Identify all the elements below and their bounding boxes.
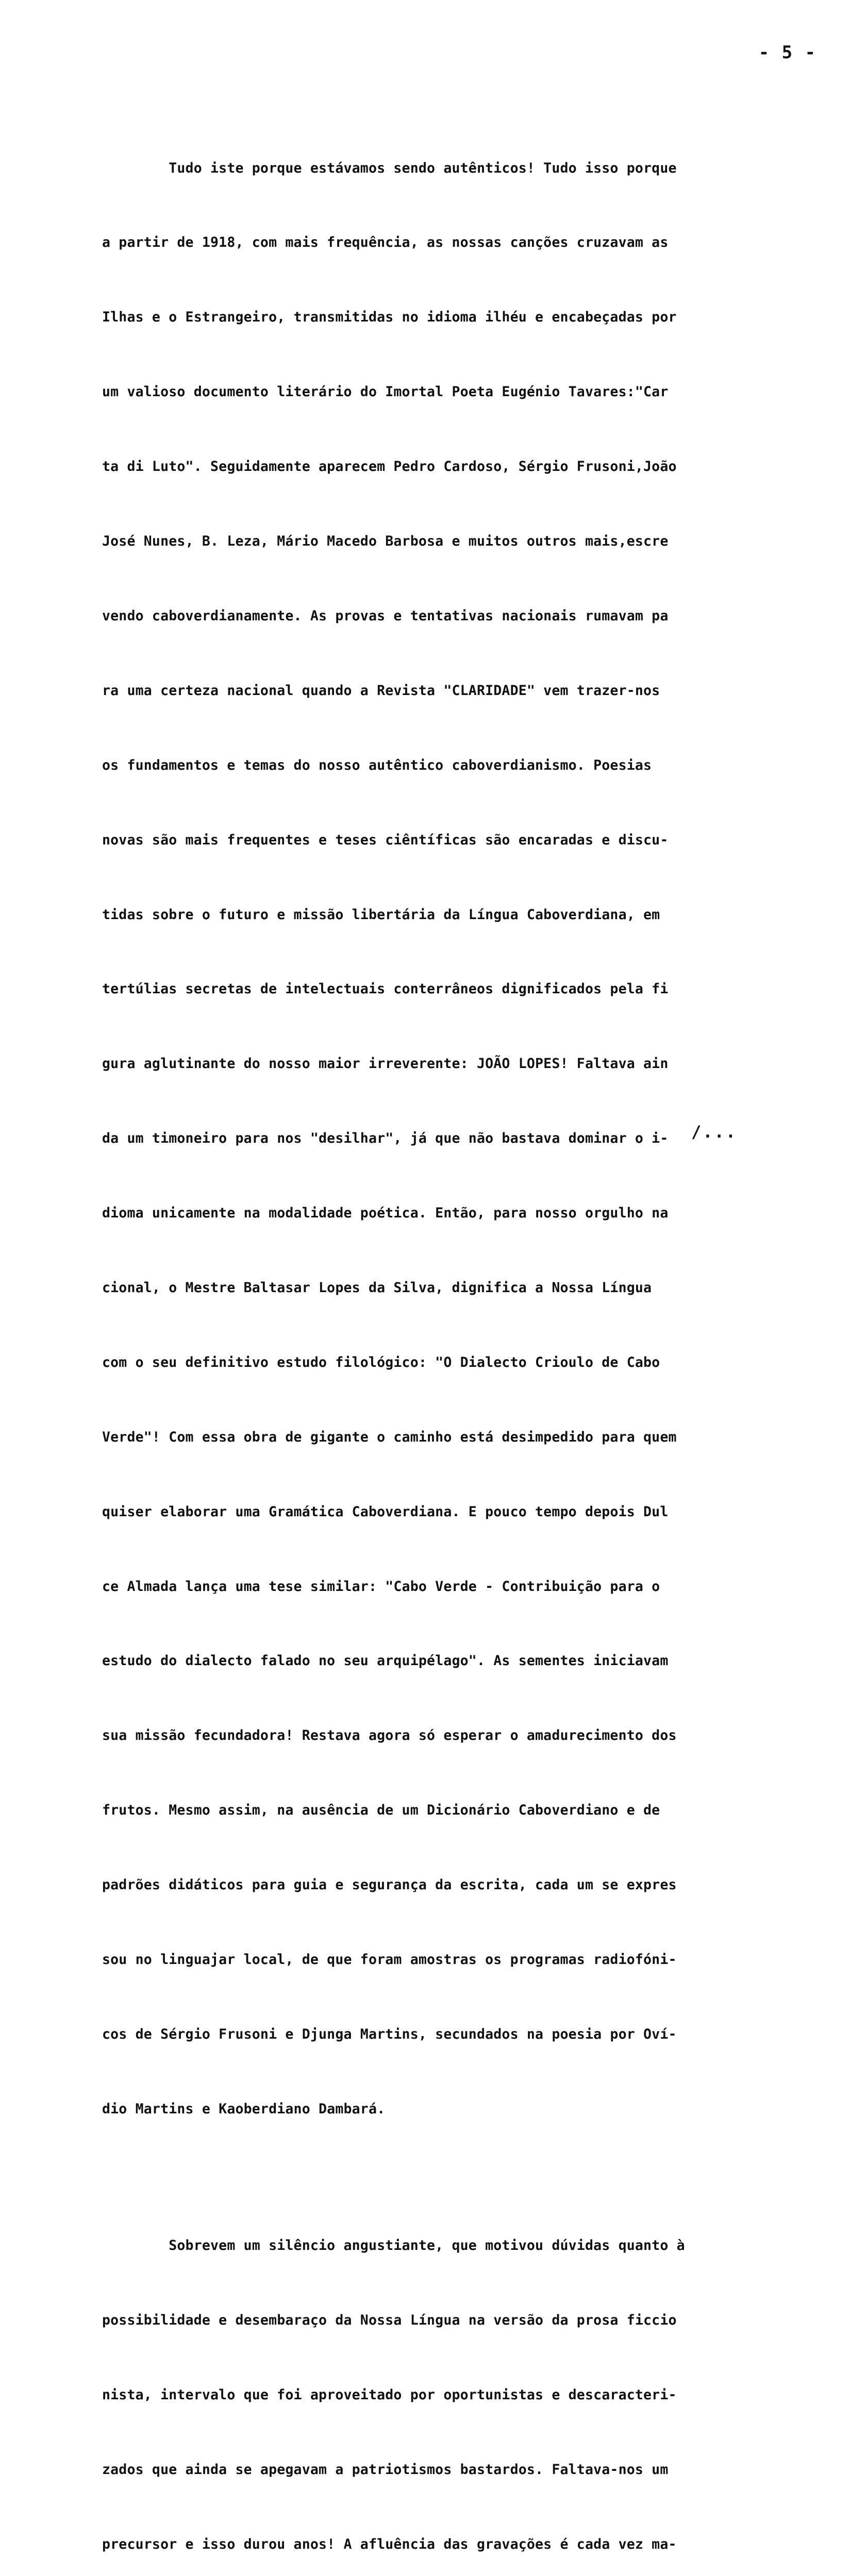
text-line: vendo caboverdianamente. As provas e tentativas nacionais rumavam pa bbox=[102, 607, 669, 624]
text-line: gura aglutinante do nosso maior irreverente: JOÃO LOPES! Faltava ain bbox=[102, 1056, 669, 1072]
text-line: ta di Luto". Seguidamente aparecem Pedro Cardoso, Sérgio Frusoni,João bbox=[102, 459, 677, 475]
text-line: ra uma certeza nacional quando a Revista "CLARIDADE" vem trazer-nos bbox=[102, 682, 660, 699]
text-line: José Nunes, B. Leza, Mário Macedo Barbosa e muitos outros mais,escre bbox=[102, 533, 669, 550]
text-line: padrões didáticos para guia e segurança da escrita, cada um se expres bbox=[102, 1877, 677, 1893]
text-line: a partir de 1918, com mais frequência, as nossas canções cruzavam as bbox=[102, 234, 669, 251]
text-line: da um timoneiro para nos "desilhar", já que não bastava dominar o i- bbox=[102, 1130, 669, 1147]
text-line: dio Martins e Kaoberdiano Dambará. bbox=[102, 2100, 386, 2117]
text-line: quiser elaborar uma Gramática Caboverdiana. E pouco tempo depois Dul bbox=[102, 1503, 669, 1520]
body-text bbox=[102, 106, 746, 2576]
text-line: tertúlias secretas de intelectuais conterrâneos dignificados pela fi bbox=[102, 981, 669, 997]
text-line: Tudo iste porque estávamos sendo autênticos! Tudo isso porque bbox=[102, 160, 677, 176]
text-line: precursor e isso durou anos! A afluência das gravações é cada vez ma- bbox=[102, 2536, 677, 2552]
page-number: - 5 - bbox=[758, 42, 817, 63]
text-line: com o seu definitivo estudo filológico: "O Dialecto Crioulo de Cabo bbox=[102, 1354, 660, 1370]
text-line: possibilidade e desembaraço da Nossa Língua na versão da prosa ficcio bbox=[102, 2312, 677, 2329]
text-line: novas são mais frequentes e teses ciêntíficas são encaradas e discu- bbox=[102, 832, 669, 848]
text-line: nista, intervalo que foi aproveitado por oportunistas e descaracteri- bbox=[102, 2387, 677, 2403]
text-line: sua missão fecundadora! Restava agora só esperar o amadurecimento dos bbox=[102, 1727, 677, 1744]
text-line: dioma unicamente na modalidade poética. Então, para nosso orgulho na bbox=[102, 1205, 669, 1222]
text-line: tidas sobre o futuro e missão libertária da Língua Caboverdiana, em bbox=[102, 906, 660, 923]
text-line: Ilhas e o Estrangeiro, transmitidas no idioma ilhéu e encabeçadas por bbox=[102, 309, 677, 326]
text-line: zados que ainda se apegavam a patriotismos bastardos. Faltava-nos um bbox=[102, 2461, 669, 2478]
paragraph-2 bbox=[102, 2184, 746, 2576]
text-line: estudo do dialecto falado no seu arquipélago". As sementes iniciavam bbox=[102, 1653, 669, 1669]
text-line: um valioso documento literário do Imortal Poeta Eugénio Tavares:"Car bbox=[102, 384, 669, 400]
continuation-mark: /... bbox=[691, 1122, 737, 1142]
text-line: frutos. Mesmo assim, na ausência de um Dicionário Caboverdiano e de bbox=[102, 1802, 660, 1819]
text-line: ce Almada lança uma tese similar: "Cabo Verde - Contribuição para o bbox=[102, 1578, 660, 1595]
paragraph-1 bbox=[102, 106, 746, 2172]
text-line: Sobrevem um silêncio angustiante, que motivou dúvidas quanto à bbox=[102, 2238, 685, 2254]
text-line: os fundamentos e temas do nosso autêntico caboverdianismo. Poesias bbox=[102, 757, 652, 773]
text-line: Verde"! Com essa obra de gigante o caminho está desimpedido para quem bbox=[102, 1429, 677, 1445]
text-line: cos de Sérgio Frusoni e Djunga Martins, secundados na poesia por Oví- bbox=[102, 2026, 677, 2042]
text-line: sou no linguajar local, de que foram amostras os programas radiofóni- bbox=[102, 1951, 677, 1968]
text-line: cional, o Mestre Baltasar Lopes da Silva, dignifica a Nossa Língua bbox=[102, 1279, 652, 1296]
